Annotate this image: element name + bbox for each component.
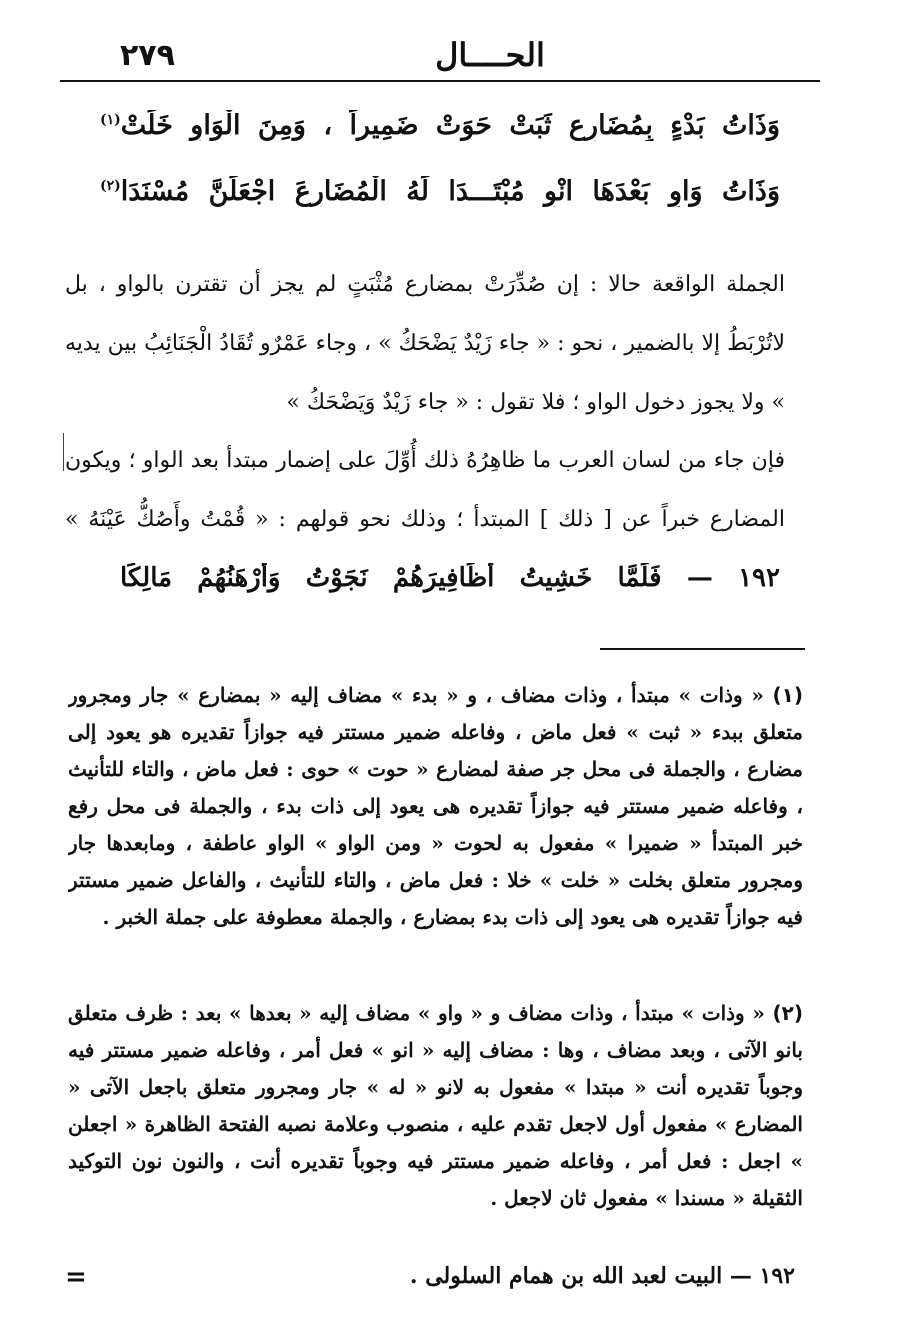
verse-line-1 bbox=[100, 110, 780, 141]
page-number: ٢٧٩ bbox=[120, 38, 175, 73]
citation-text: فَلَمَّا خَشِيتُ أَظَافِيرَهُمْ نَجَوْتُ وَأَرْهَنُهُمْ مَالِكَا bbox=[120, 563, 662, 593]
footer-mark: = bbox=[65, 1262, 87, 1292]
footer-attribution: ١٩٢ — البيت لعبد الله بن همام السلولى . bbox=[409, 1263, 795, 1289]
verse-line-2 bbox=[100, 176, 780, 207]
footnote-text: « وذات » مبتدأ ، وذات مضاف ، و « بدء » مضاف إليه « بمضارع » جار ومجرور متعلق ببدء « ثبت » فعل ماض ، وفاعله ضمير مستتر فيه جوازاً تقديره هو يعود إلى مضارع ، والجملة فى محل جر صفة لمضارع « حوت » حوى : فعل ماض ، والتاء للتأنيث ، وفاعله ضمير مستتر فيه جوازاً تقديره هى يعود إلى ذات بدء ، والجملة فى محل رفع خبر المبتدأ « ضميرا » مفعول به لحوت « ومن الواو » الواو عاطفة ، ومابعدها جار ومجرور متعلق بخلت « خلت » خلا : فعل ماض ، والتاء للتأنيث ، والفاعل ضمير مستتر فيه جوازاً تقديره هى يعود إلى ذات بدء بمضارع ، والجملة معطوفة على جملة الخبر . bbox=[68, 683, 803, 929]
footnote-marker: (١) bbox=[772, 683, 803, 707]
footnote-2 bbox=[68, 995, 803, 1260]
footnote-ref: (١) bbox=[100, 112, 121, 128]
footnote-text: « وذات » مبتدأ ، وذات مضاف و « واو » مضاف إليه « بعدها » بعد : ظرف متعلق بانو الآتى ، وبعد مضاف ، وها : مضاف إليه « انو » فعل أمر ، وفاعله ضمير مستتر فيه وجوباً تقديره أنت « مبتدا » مفعول به لانو « له » جار ومجرور متعلق باجعل الآتى « المضارع » مفعول أول لاجعل تقدم عليه ، منصوب وعلامة نصبه الفتحة الظاهرة « اجعلن » اجعل : فعل أمر ، وفاعله ضمير مستتر فيه وجوباً تقديره أنت ، والنون نون التوكيد الثقيلة « مسندا » مفعول ثان لاجعل . bbox=[68, 1001, 803, 1210]
footnote-marker: (٢) bbox=[772, 1001, 803, 1025]
commentary-paragraph-1: الجملة الواقعة حالا : إن صُدِّرَتْ بمضارع مُثْبَتٍ لم يجز أن تقترن بالواو ، بل لاتُرْبَطُ إلا بالضمير ، نحو : « جاء زَيْدٌ يَضْحَكُ » ، وجاء عَمْرٌو تُقَادُ الْجَنَائِبُ بين يديه » ولا يجوز دخول الواو ؛ فلا تقول : « جاء زَيْدٌ وَيَضْحَكُ » bbox=[65, 272, 785, 415]
footnote-divider bbox=[600, 648, 805, 650]
running-title: الحــــال bbox=[435, 36, 545, 74]
footnote-1 bbox=[68, 677, 803, 975]
poetry-citation bbox=[120, 563, 780, 593]
verse-text: وَذَاتُ بَدْءٍ بِمُضَارِعٍ ثَبَتْ حَوَتْ ضَمِيراً ، وَمِنَ الْوَاوِ خَلَتْ bbox=[120, 110, 780, 141]
page-header bbox=[60, 30, 820, 82]
margin-mark bbox=[63, 433, 64, 471]
commentary-paragraph-2: فإن جاء من لسان العرب ما ظاهِرُهُ ذلك أُوِّلَ على إضمار مبتدأ بعد الواو ؛ ويكون المضارع خبراً عن [ ذلك ] المبتدأ ؛ وذلك نحو قولهم : « قُمْتُ وأَصُكُّ عَيْنَهُ » bbox=[65, 448, 785, 532]
verse-text: وَذَاتُ وَاوٍ بَعْدَهَا انْوِ مُبْتَـــدَا لَهُ الْمُضَارِعَ اجْعَلَنَّ مُسْنَدَا bbox=[120, 176, 780, 207]
citation-dash: — bbox=[686, 563, 713, 593]
citation-number: ١٩٢ bbox=[738, 563, 780, 593]
footnote-ref: (٢) bbox=[100, 178, 121, 194]
